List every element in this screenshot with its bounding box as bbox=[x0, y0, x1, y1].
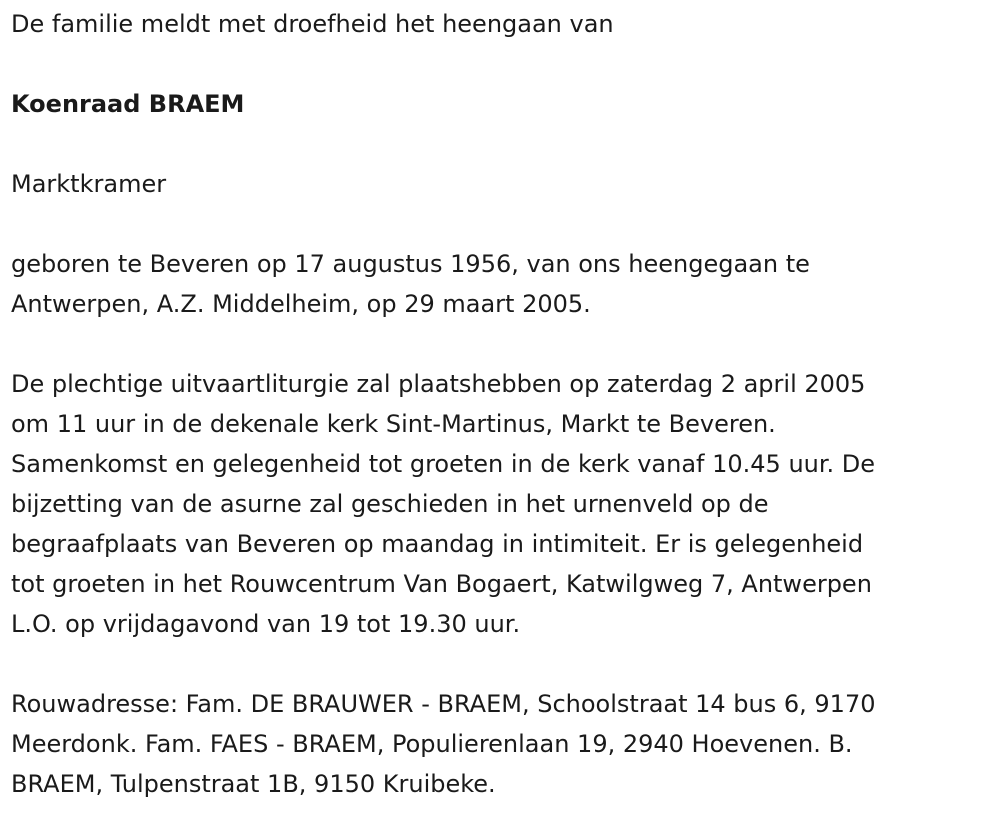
deceased-name: Koenraad BRAEM bbox=[11, 90, 245, 118]
intro-text: De familie meldt met droefheid het heengaan van bbox=[11, 10, 614, 38]
address-line: BRAEM, Tulpenstraat 1B, 9150 Kruibeke. bbox=[11, 770, 496, 798]
occupation-text: Marktkramer bbox=[11, 170, 167, 198]
funeral-paragraph bbox=[11, 364, 989, 644]
funeral-line: Samenkomst en gelegenheid tot groeten in de kerk vanaf 10.45 uur. De bbox=[11, 450, 876, 478]
address-line: Rouwadresse: Fam. DE BRAUWER - BRAEM, Schoolstraat 14 bus 6, 9170 bbox=[11, 690, 876, 718]
occupation-paragraph bbox=[11, 164, 989, 204]
funeral-line: De plechtige uitvaartliturgie zal plaatshebben op zaterdag 2 april 2005 bbox=[11, 370, 866, 398]
funeral-line: bijzetting van de asurne zal geschieden in het urnenveld op de bbox=[11, 490, 769, 518]
address-paragraph bbox=[11, 684, 989, 804]
address-line: Meerdonk. Fam. FAES - BRAEM, Populierenlaan 19, 2940 Hoevenen. B. bbox=[11, 730, 853, 758]
funeral-line: tot groeten in het Rouwcentrum Van Bogaert, Katwilgweg 7, Antwerpen bbox=[11, 570, 872, 598]
intro-paragraph bbox=[11, 4, 989, 44]
funeral-line: om 11 uur in de dekenale kerk Sint-Martinus, Markt te Beveren. bbox=[11, 410, 776, 438]
funeral-line: L.O. op vrijdagavond van 19 tot 19.30 uur. bbox=[11, 610, 521, 638]
birth-death-line: geboren te Beveren op 17 augustus 1956, van ons heengegaan te bbox=[11, 250, 810, 278]
birth-death-paragraph bbox=[11, 244, 989, 324]
name-paragraph bbox=[11, 84, 989, 124]
birth-death-line: Antwerpen, A.Z. Middelheim, op 29 maart 2005. bbox=[11, 290, 591, 318]
funeral-line: begraafplaats van Beveren op maandag in intimiteit. Er is gelegenheid bbox=[11, 530, 864, 558]
